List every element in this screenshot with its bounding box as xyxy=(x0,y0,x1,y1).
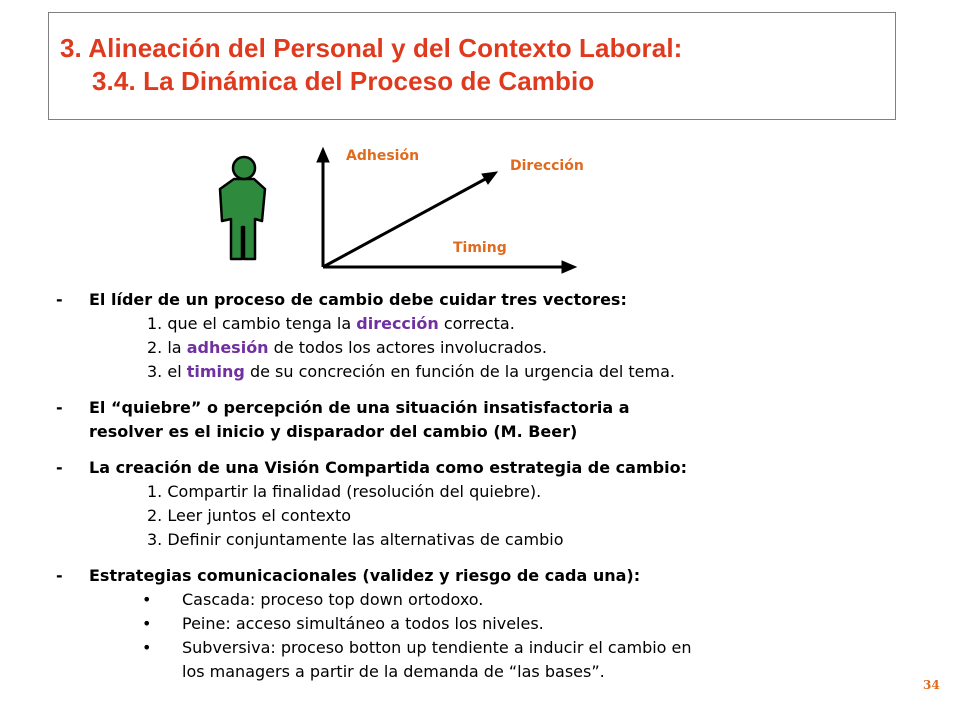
section-heading: Estrategias comunicacionales (validez y riesgo de cada una): xyxy=(89,566,641,585)
keyword-adhesion: adhesión xyxy=(186,338,269,357)
list-item: • Peine: acceso simultáneo a todos los niveles. xyxy=(52,612,912,636)
title-box xyxy=(48,12,896,120)
list-item: 1. Compartir la finalidad (resolución del quiebre). xyxy=(147,482,542,501)
diagonal-label: Dirección xyxy=(510,158,584,174)
list-item: 3. Definir conjuntamente las alternativas de cambio xyxy=(147,530,564,549)
list-item: 2. Leer juntos el contexto xyxy=(147,506,352,525)
section-text: El “quiebre” o percepción de una situación insatisfactoria a xyxy=(89,398,630,417)
section-communication-strategies xyxy=(52,564,912,684)
bullet-icon: • xyxy=(142,638,152,657)
slide-title: 3. Alineación del Personal y del Contexto Laboral: xyxy=(60,33,683,63)
list-item-continuation: los managers a partir de la demanda de “las bases”. xyxy=(182,662,605,681)
dash-marker: - xyxy=(56,566,63,585)
y-axis-label: Adhesión xyxy=(346,148,420,164)
dash-marker: - xyxy=(56,290,63,309)
section-leader-vectors xyxy=(52,288,912,384)
x-axis-label: Timing xyxy=(453,240,507,256)
list-item: • Subversiva: proceso botton up tendiente a inducir el cambio en xyxy=(52,636,912,660)
keyword-timing: timing xyxy=(186,362,245,381)
section-shared-vision xyxy=(52,456,912,552)
bullet-icon: • xyxy=(142,590,152,609)
page-number: 34 xyxy=(923,678,940,692)
change-vector-diagram xyxy=(210,140,590,280)
list-item: 3. el timing de su concreción en función de la urgencia del tema. xyxy=(147,362,675,381)
list-item: 2. la adhesión de todos los actores involucrados. xyxy=(147,338,547,357)
slide-body xyxy=(52,288,912,684)
slide-subtitle: 3.4. La Dinámica del Proceso de Cambio xyxy=(92,66,595,96)
dash-marker: - xyxy=(56,398,63,417)
section-heading: El líder de un proceso de cambio debe cuidar tres vectores: xyxy=(89,290,627,309)
section-quiebre xyxy=(52,396,912,444)
bullet-icon: • xyxy=(142,614,152,633)
list-item: • Cascada: proceso top down ortodoxo. xyxy=(52,588,912,612)
dash-marker: - xyxy=(56,458,63,477)
section-text: resolver es el inicio y disparador del cambio (M. Beer) xyxy=(89,422,578,441)
keyword-direccion: dirección xyxy=(356,314,439,333)
section-heading: La creación de una Visión Compartida como estrategia de cambio: xyxy=(89,458,687,477)
list-item: 1. que el cambio tenga la dirección correcta. xyxy=(147,314,515,333)
